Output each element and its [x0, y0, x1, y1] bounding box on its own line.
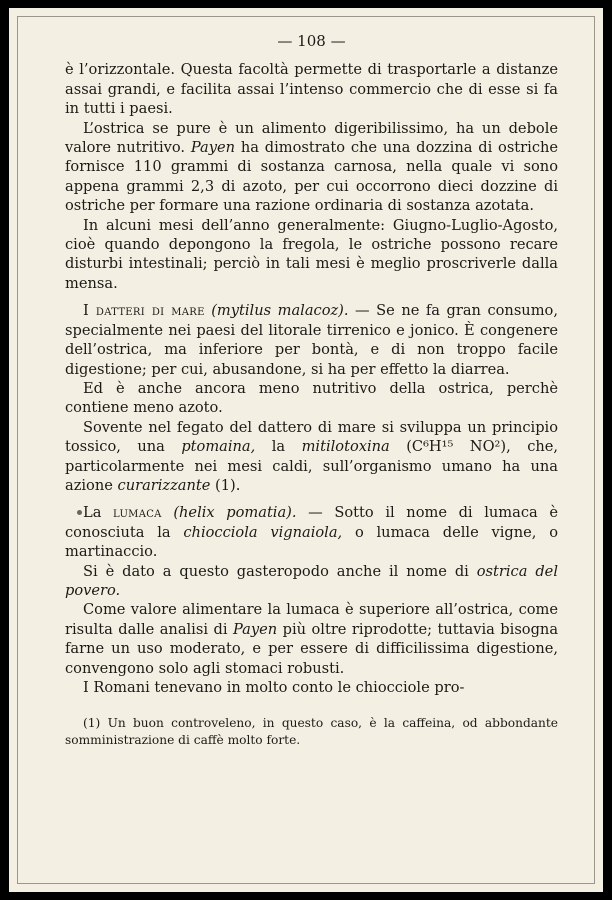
section-lead-lumaca: lumaca — [113, 504, 162, 522]
paragraph-lumaca: La lumaca (helix pomatia). — Sotto il nome di lumaca è conosciuta la chiocciola vignaiola, o lumaca delle vigne, o martinaccio. — [65, 504, 558, 561]
author-payen: Payen — [232, 620, 278, 638]
paragraph-1: è l’orizzontale. Questa facoltà permette di trasportarle a distanze assai grandi, e facilita assai l’intenso commercio che di esse si fa in tutti i paesi. — [65, 61, 558, 118]
paragraph-6: Sovente nel fegato del dattero di mare si sviluppa un principio tossico, una ptomaina, la mitilotoxina (C⁶H¹⁵ NO²), che, particolarmente nei mesi caldi, sull’organismo umano ha una azione curarizzante (1). — [65, 418, 559, 494]
paragraph-5: Ed è anche ancora meno nutritivo della ostrica, perchè contiene meno azoto. — [65, 379, 558, 417]
paragraph-10: I Romani tenevano in molto conto le chiocciole pro- — [83, 679, 465, 696]
paragraph-2: L’ostrica se pure è un alimento digeribilissimo, ha un debole valore nutritivo. Payen ha dimostrato che una dozzina di ostriche fornisce 110 grammi di sostanza carnosa, nella quale vi sono appena grammi 2,3 di azoto, per cui occorrono dieci dozzine di ostriche per formare una razione ordinaria di sostanza azotata. — [65, 119, 559, 215]
paragraph-9: Come valore alimentare la lumaca è superiore all’ostrica, come risulta dalle analisi di Payen più oltre riprodotte; tuttavia bisogna farne un uso moderato, e per essere di difficilissima digestione, convengono solo agli stomaci robusti. — [65, 601, 559, 677]
paragraph-3: In alcuni mesi dell’anno generalmente: Giugno-Luglio-Agosto, cioè quando depongono la fregola, le ostriche possono recare disturbi intestinali; perciò in tali mesi è meglio proscriverle dalla mensa. — [65, 216, 558, 292]
footnote — [65, 715, 558, 749]
footnote-ref: (1). — [215, 476, 241, 494]
paragraph-datteri: I datteri di mare (mytilus malacoz). — Se ne fa gran consumo, specialmente nei paesi del litorale tirrenico e jonico. È congenere dell’ostrica, ma inferiore per bontà, e di non troppo facile digestione; per cui, abusandone, si ha per effetto la diarrea. — [65, 302, 558, 378]
page-number: — 108 — — [277, 32, 346, 50]
footnote-text: (1) Un buon controveleno, in questo caso, è la caffeina, od abbondante somministrazione di caffè molto forte. — [65, 716, 558, 748]
page-content — [65, 32, 558, 749]
paragraph-8: Si è dato a questo gasteropodo anche il nome di ostrica del povero. — [65, 562, 558, 599]
scanned-page — [9, 8, 603, 892]
author-payen: Payen — [190, 139, 236, 157]
section-lead-datteri: I datteri di mare — [83, 302, 205, 320]
